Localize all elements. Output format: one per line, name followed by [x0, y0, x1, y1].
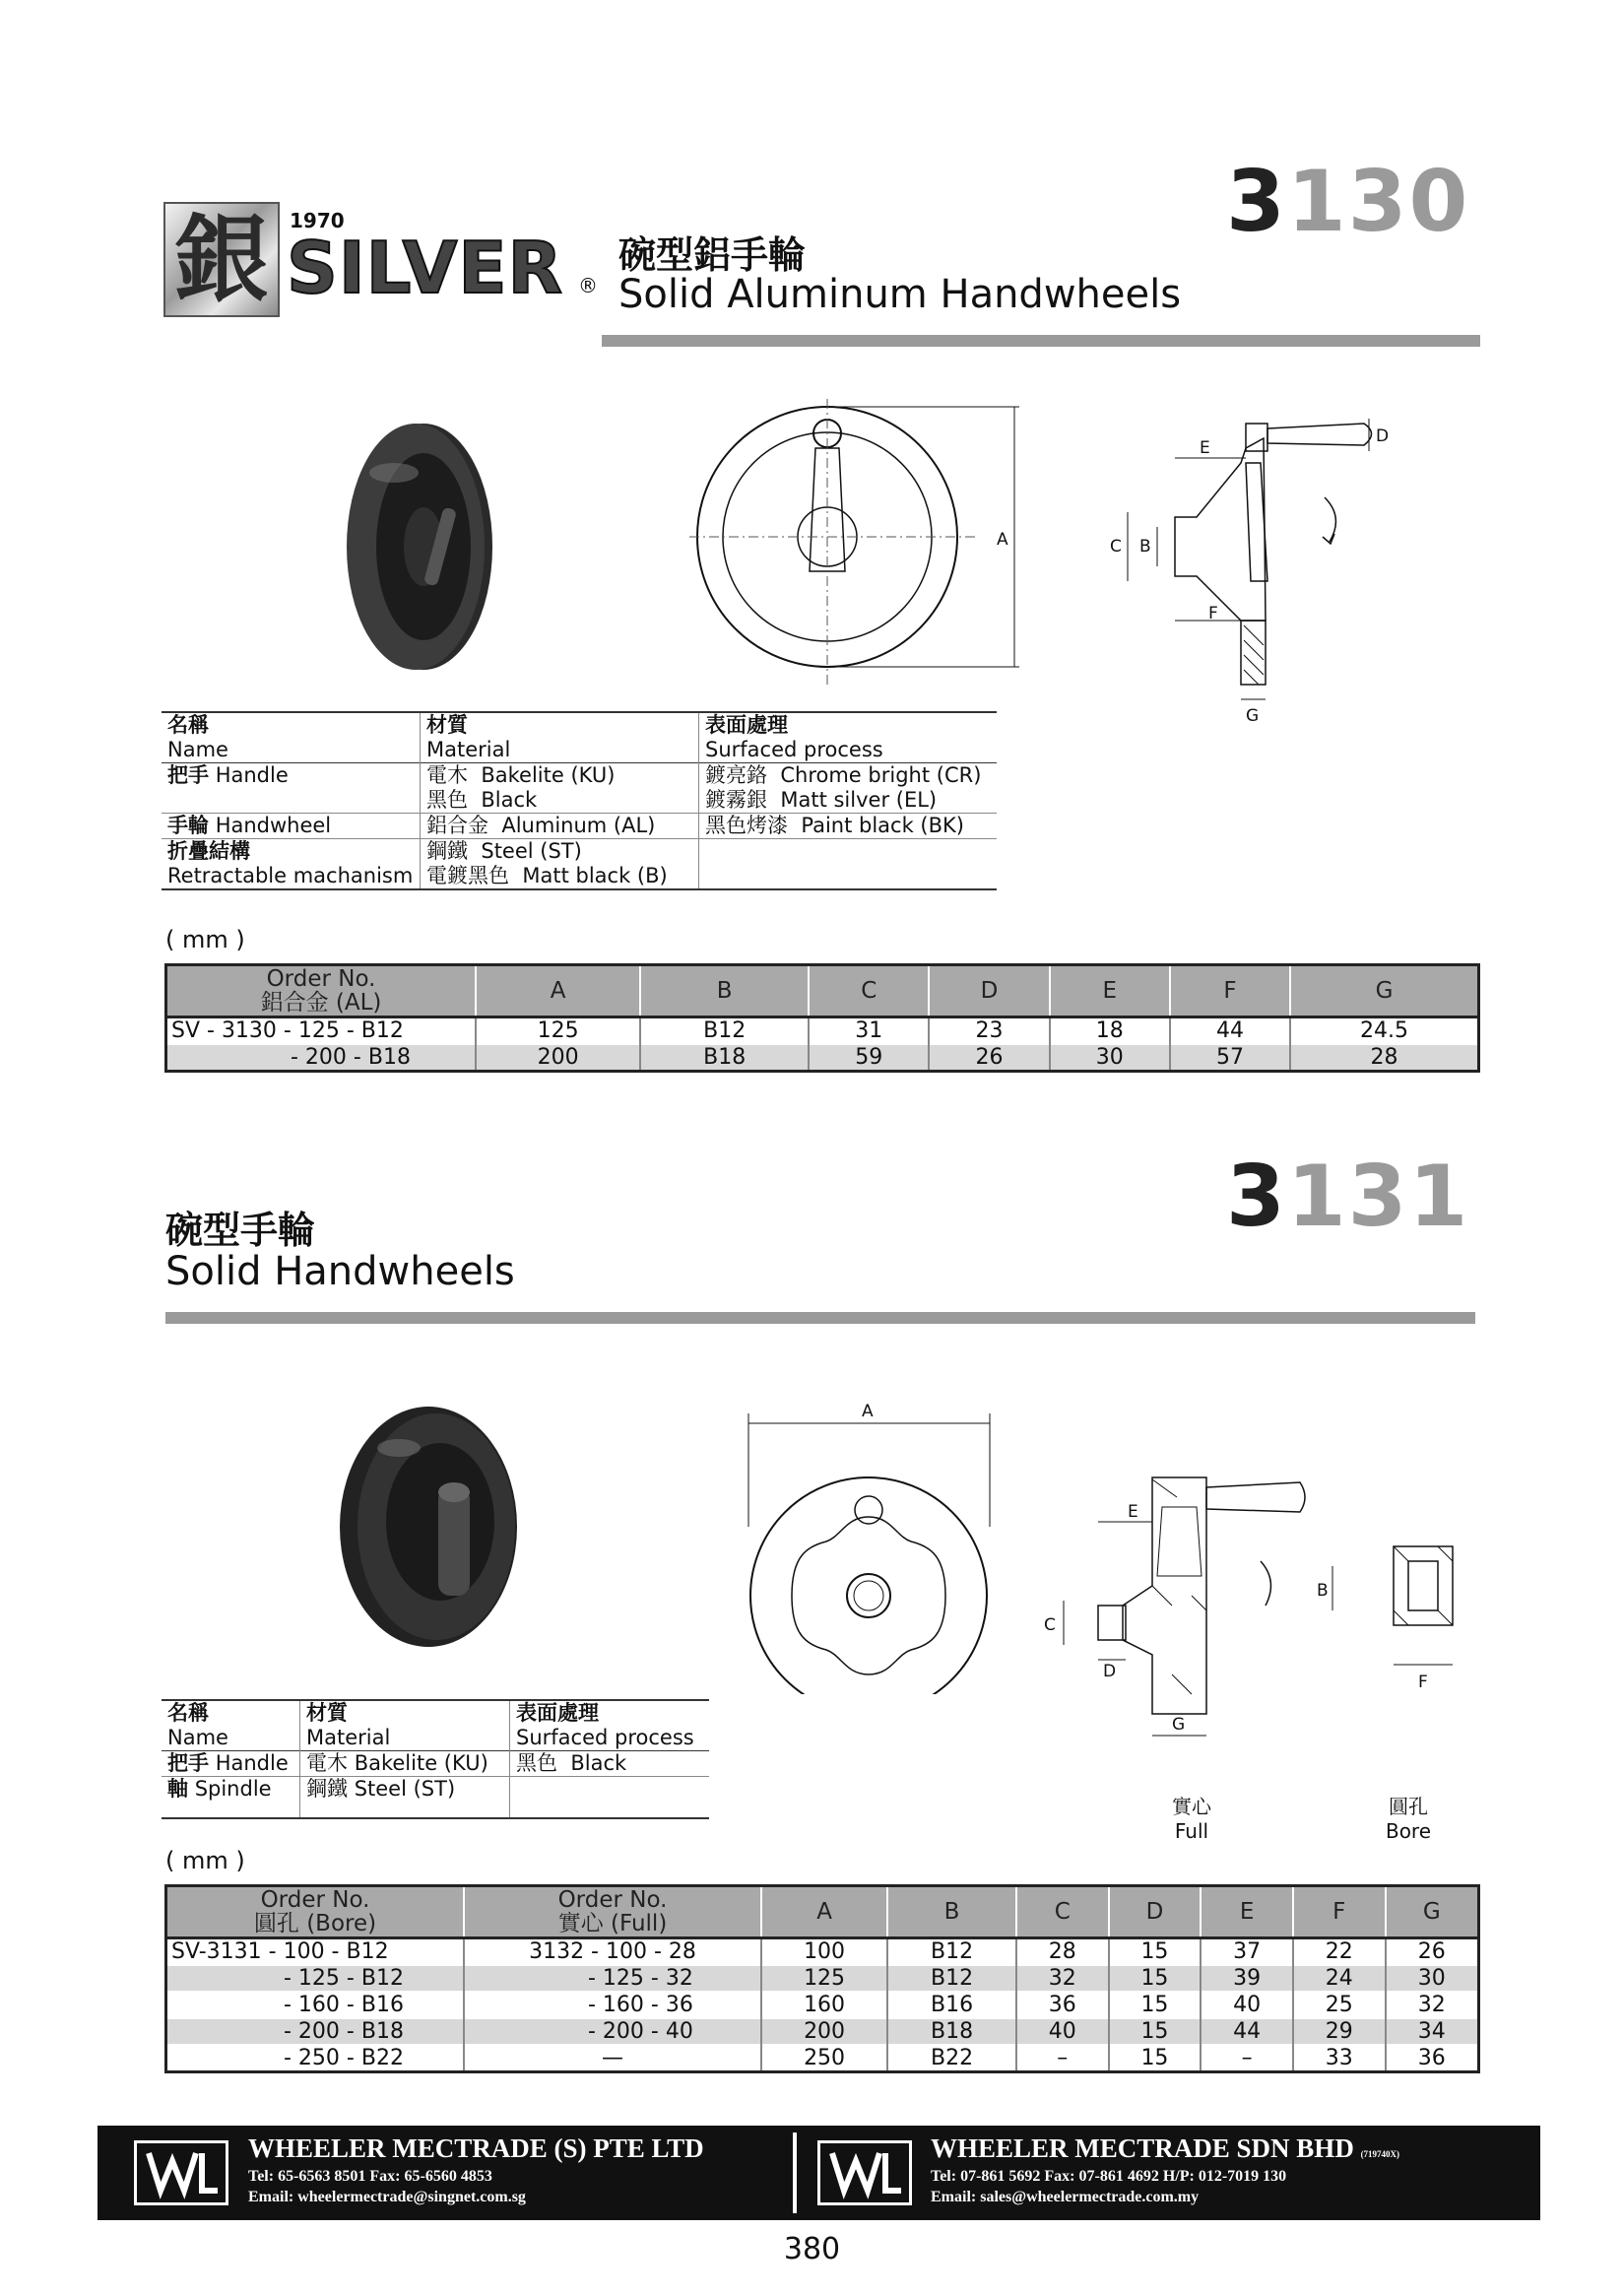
- table-row: - 200 - B18 - 200 - 40 200 B18 40 15 44 29 34: [166, 2018, 1479, 2045]
- table-row: - 125 - B12 - 125 - 32 125 B12 32 15 39 24 30: [166, 1965, 1479, 1992]
- registered-mark: ®: [578, 274, 598, 297]
- bore-dim-b: B: [1317, 1581, 1329, 1601]
- section1-title-en: Solid Aluminum Handwheels: [618, 272, 1182, 317]
- footer-left-email: Email: wheelermectrade@singnet.com.sg: [248, 2189, 526, 2205]
- bore-detail-diagram: [1315, 1537, 1472, 1704]
- side-dim-f: F: [1208, 604, 1218, 623]
- footer-right-company: WHEELER MECTRADE SDN BHD (719740X): [931, 2133, 1400, 2163]
- section1-material-table: 名稱 Name 材質 Material 表面處理 Surfaced process 把手 Handle 電木 Bakelite (KU) 鍍亮鉻 Chrome bright (CR) 黑色 Black 鍍霧銀 Matt silver (EL) 手輪 Handwheel 鋁合金 Aluminum (AL) 黑色烤漆 Paint black (BK) 折疊結構 鋼鐵 Steel (ST) Retractable machanism 電鍍黑色 Matt black (B): [162, 711, 997, 890]
- side-dim-c: C: [1110, 537, 1122, 557]
- side2-dim-e: E: [1128, 1502, 1138, 1522]
- table-row: - 200 - B18 200 B18 59 26 30 57 28: [166, 1044, 1479, 1072]
- handwheel-3131-photo: [330, 1394, 527, 1660]
- section2-data-table: Order No. 圓孔 (Bore) Order No. 實心 (Full) A B C D E F G SV-3131 - 100 - B12 3132 - 100 - 28 100 B12 28 15 37 22 26 - 125 - B12 - 125 - 32 125 B12 32 15 39 24 30 - 160 - B16 - 160 - 36 160 B16 36 15 40 25 32 - 200 - B18 - 200 - 40 200 B18 40 15 44 29 34 - 250 - B22 — 250 B22 – 15 – 33 36: [164, 1884, 1480, 2073]
- section2-header-rule: [165, 1312, 1475, 1324]
- handwheel-3131-side-diagram: [1024, 1468, 1310, 1753]
- table-row: SV - 3130 - 125 - B12 125 B12 31 23 18 44 24.5: [166, 1017, 1479, 1045]
- bore-dim-f: F: [1418, 1673, 1428, 1692]
- side-dim-d: D: [1376, 426, 1390, 446]
- section1-data-table: Order No. 鋁合金 (AL) A B C D E F G SV - 3130 - 125 - B12 125 B12 31 23 18 44 24.5 - 200 - B18 200 B18 59 26 30 57 28: [164, 963, 1480, 1073]
- logo-wordmark: SILVER: [287, 227, 563, 309]
- table-row: - 160 - B16 - 160 - 36 160 B16 36 15 40 25 32: [166, 1992, 1479, 2018]
- side2-dim-d: D: [1103, 1662, 1117, 1681]
- table-row: - 250 - B22 — 250 B22 – 15 – 33 36: [166, 2045, 1479, 2072]
- handwheel-3131-front-diagram: [744, 1399, 1000, 1694]
- wm-logo-icon-left: [134, 2140, 228, 2205]
- side-dim-b: B: [1139, 537, 1151, 557]
- footer-right-email: Email: sales@wheelermectrade.com.my: [931, 2189, 1200, 2205]
- full-variant-label: 實心 Full: [1172, 1795, 1211, 1843]
- section2-unit-label: ( mm ): [165, 1847, 245, 1874]
- side-dim-g: G: [1246, 706, 1260, 726]
- logo-year: 1970: [290, 209, 345, 232]
- side2-dim-g: G: [1172, 1715, 1186, 1735]
- footer-divider: [793, 2132, 797, 2213]
- handwheel-3130-front-diagram: [689, 399, 1024, 694]
- footer-left-contact: Tel: 65-6563 8501 Fax: 65-6560 4853: [248, 2168, 492, 2185]
- section2-title-cn: 碗型手輪: [165, 1209, 316, 1252]
- front-dim-a: A: [997, 530, 1008, 550]
- section1-model-number: 3130: [1226, 153, 1470, 251]
- bore-variant-label: 圓孔 Bore: [1385, 1795, 1432, 1843]
- wm-logo-icon-right: [817, 2140, 912, 2205]
- footer-left-company: WHEELER MECTRADE (S) PTE LTD: [248, 2133, 704, 2163]
- front2-dim-a: A: [862, 1402, 874, 1421]
- handwheel-3130-photo: [325, 414, 502, 680]
- side2-dim-c: C: [1044, 1615, 1056, 1635]
- section1-header-rule: [602, 335, 1480, 347]
- section2-material-table: 名稱 Name 材質 Material 表面處理 Surfaced process 把手 Handle 電木 Bakelite (KU) 黑色 Black 軸 Spindle 鋼鐵 Steel (ST): [162, 1699, 709, 1819]
- page-number: 380: [783, 2232, 841, 2266]
- silver-logo-character: 銀: [174, 204, 269, 315]
- side-dim-e: E: [1200, 438, 1210, 458]
- footer-right-contact: Tel: 07-861 5692 Fax: 07-861 4692 H/P: 012-7019 130: [931, 2168, 1287, 2185]
- table-row: SV-3131 - 100 - B12 3132 - 100 - 28 100 B12 28 15 37 22 26: [166, 1938, 1479, 1966]
- section2-model-number: 3131: [1226, 1148, 1470, 1246]
- handwheel-3130-side-diagram: [1059, 404, 1472, 739]
- section1-title-cn: 碗型鋁手輪: [618, 233, 807, 277]
- section1-unit-label: ( mm ): [165, 926, 245, 953]
- section2-title-en: Solid Handwheels: [165, 1249, 515, 1294]
